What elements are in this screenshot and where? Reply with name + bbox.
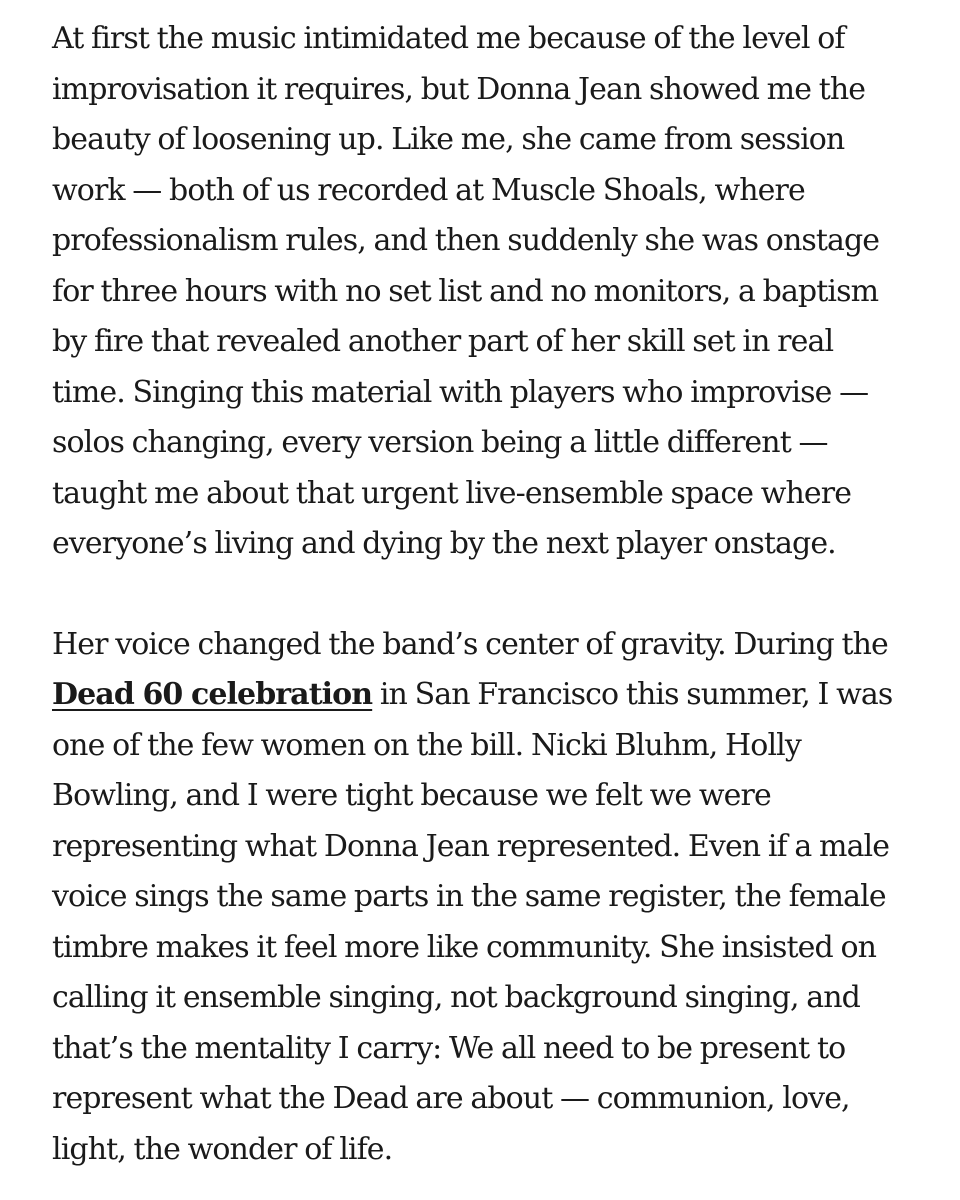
text-line: everyone’s living and dying by the next player onstage. [52,526,836,561]
paragraph-1 [52,14,922,570]
dead-60-celebration-link[interactable]: Dead 60 celebration [52,677,373,712]
text-line: professionalism rules, and then suddenly she was onstage [52,223,880,258]
text-line: beauty of loosening up. Like me, she came from session [52,122,845,157]
text-line: calling it ensemble singing, not background singing, and [52,980,860,1015]
text-line: voice sings the same parts in the same register, the female [52,879,886,914]
text-line: improvisation it requires, but Donna Jean showed me the [52,71,866,107]
text-line: representing what Donna Jean represented. Even if a male [52,828,890,864]
text-line: represent what the Dead are about — communion, love, [52,1081,850,1116]
article-body [52,14,922,1175]
text-line: solos changing, every version being a little different — [52,425,828,460]
text-line: light, the wonder of life. [52,1131,393,1167]
text-line: Her voice changed the band’s center of gravity. During the [52,626,888,662]
paragraph-2 [52,620,922,1176]
text-line-with-link [52,670,922,721]
text-line: timbre makes it feel more like community. She insisted on [52,929,877,965]
text-line: that’s the mentality I carry: We all need to be present to [52,1030,846,1066]
text-line: one of the few women on the bill. Nicki Bluhm, Holly [52,727,801,763]
text-line: taught me about that urgent live-ensemble space where [52,475,852,511]
text-segment: in San Francisco this summer, I was [372,677,893,712]
text-line: Bowling, and I were tight because we felt we were [52,778,771,813]
text-line: for three hours with no set list and no monitors, a baptism [52,273,879,309]
text-line: by fire that revealed another part of her skill set in real [52,324,834,359]
text-line: At first the music intimidated me because of the level of [52,21,845,56]
text-line: work — both of us recorded at Muscle Shoals, where [52,172,805,208]
text-line: time. Singing this material with players who improvise — [52,374,869,410]
